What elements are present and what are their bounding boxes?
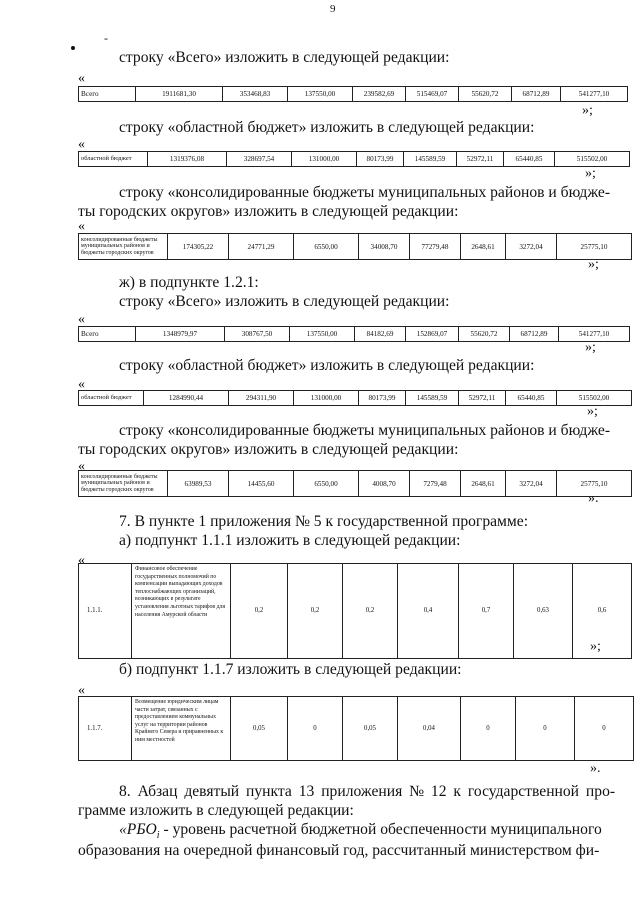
- cell: 25775,10: [557, 471, 632, 497]
- cell: 174305,22: [168, 234, 229, 260]
- cell: консолидированные бюджеты муниципальных районов и бюджеты городских округов: [79, 234, 168, 260]
- cell: 14455,60: [229, 471, 294, 497]
- cell: консолидированные бюджеты муниципальных районов и бюджеты городских округов: [79, 471, 168, 497]
- cell: 541277,10: [561, 87, 628, 102]
- s9-line3-rest: - уровень расчетной бюджетной обеспеченности муниципального: [159, 821, 602, 838]
- cell: 0,6: [573, 564, 632, 659]
- s6-quote-open: «: [78, 459, 85, 474]
- cell: 52972,11: [459, 391, 506, 406]
- cell: 55620,72: [459, 87, 512, 102]
- cell: Всего: [79, 87, 136, 102]
- s7-quote-open: «: [78, 553, 85, 568]
- s8-subhead: б) подпункт 1.1.7 изложить в следующей редакции:: [119, 661, 462, 678]
- s4-heading: строку «Всего» изложить в следующей редакции:: [119, 293, 450, 310]
- s5-quote-open: «: [78, 377, 85, 392]
- cell: 55620,72: [459, 327, 510, 342]
- cell: областной бюджет: [79, 152, 148, 167]
- s2-heading: строку «областной бюджет» изложить в следующей редакции:: [119, 119, 535, 136]
- cell: 65440,85: [506, 391, 557, 406]
- s4-table-row: [79, 327, 630, 342]
- cell: 6550,00: [294, 471, 359, 497]
- cell: 0,7: [459, 564, 514, 659]
- cell: 6550,00: [294, 234, 359, 260]
- cell: 25775,10: [557, 234, 632, 260]
- s2-quote-close: »;: [585, 166, 596, 181]
- cell: Возмещение юридическим лицам части затрат, связанных с предоставлением коммунальных услуг на территории районов Крайнего Севера и приравненных к ним местностей: [132, 697, 231, 761]
- cell: 0,04: [398, 697, 461, 761]
- s8-quote-open: «: [78, 683, 85, 698]
- s7-subhead: а) подпункт 1.1.1 изложить в следующей редакции:: [119, 532, 461, 549]
- cell: 1.1.1.: [79, 564, 132, 659]
- s9-line1: 8. Абзац девятый пункта 13 приложения № 12 к государственной про-: [119, 783, 616, 800]
- cell: 515469,07: [406, 87, 459, 102]
- s3-quote-close: »;: [588, 257, 599, 272]
- cell: 0: [288, 697, 343, 761]
- cell: 0: [461, 697, 516, 761]
- s9-term-subscript: i: [156, 830, 160, 842]
- s9-line4: образования на очередной финансовый год, рассчитанный министерством фи-: [78, 842, 600, 859]
- cell: 1284990,44: [144, 391, 229, 406]
- cell: 3272,04: [506, 471, 557, 497]
- cell: 2648,61: [461, 471, 506, 497]
- s1-table-row: [79, 87, 628, 102]
- s1-table: [78, 86, 628, 102]
- s6-heading-line2: ты городских округов» изложить в следующей редакции:: [78, 441, 459, 458]
- cell: областной бюджет: [79, 391, 144, 406]
- s7-table: [78, 563, 632, 659]
- s4-table: [78, 326, 630, 342]
- s2-table-row: [79, 152, 630, 167]
- s3-table-row: [79, 234, 632, 260]
- cell: 131000,00: [294, 391, 359, 406]
- cell: 328697,54: [227, 152, 292, 167]
- cell: 515502,00: [555, 152, 630, 167]
- s2-quote-open: «: [78, 137, 85, 152]
- s6-heading-line1: строку «консолидированные бюджеты муниципальных районов и бюдже-: [119, 422, 611, 439]
- cell: 4008,70: [359, 471, 410, 497]
- cell: 0: [575, 697, 634, 761]
- s5-quote-close: »;: [587, 404, 598, 419]
- s4-subhead: ж) в подпункте 1.2.1:: [119, 274, 259, 291]
- cell: 0,4: [398, 564, 459, 659]
- cell: 239582,69: [353, 87, 406, 102]
- cell: 80173,99: [357, 152, 404, 167]
- cell: 0,63: [514, 564, 573, 659]
- cell: 65440,85: [504, 152, 555, 167]
- s2-table: [78, 151, 630, 167]
- cell: 68712,89: [512, 87, 561, 102]
- s1-quote-close: »;: [582, 103, 593, 118]
- s6-table: [78, 470, 632, 497]
- cell: 0,2: [288, 564, 343, 659]
- cell: 353468,83: [223, 87, 288, 102]
- s5-heading: строку «областной бюджет» изложить в следующей редакции:: [119, 357, 535, 374]
- s1-quote-open: «: [78, 71, 85, 86]
- cell: 0,05: [343, 697, 398, 761]
- cell: 0,05: [231, 697, 288, 761]
- s9-term: «РБО: [119, 821, 157, 838]
- cell: 131000,00: [292, 152, 357, 167]
- cell: Финансовое обеспечение государственных полномочий по компенсации выпадающих доходов теплоснабжающих организаций, возникающих в результате установления льготных тарифов для населения Амурской области: [132, 564, 231, 659]
- s8-quote-close: ».: [590, 761, 601, 776]
- cell: 63989,53: [168, 471, 229, 497]
- cell: 24771,29: [229, 234, 294, 260]
- cell: 1319376,08: [148, 152, 227, 167]
- s5-table: [78, 390, 632, 406]
- cell: 145589,59: [404, 152, 457, 167]
- cell: 77279,48: [410, 234, 461, 260]
- s8-table-row: [79, 697, 634, 761]
- s7-table-row: [79, 564, 632, 659]
- bullet-mark: [71, 46, 75, 50]
- s6-table-row: [79, 471, 632, 497]
- cell: 84182,69: [355, 327, 406, 342]
- cell: 0,2: [343, 564, 398, 659]
- cell: Всего: [79, 327, 136, 342]
- cell: 137550,00: [290, 327, 355, 342]
- s3-quote-open: «: [78, 219, 85, 234]
- cell: 145589,59: [406, 391, 459, 406]
- s7-quote-close: »;: [590, 639, 601, 654]
- cell: 308767,50: [225, 327, 290, 342]
- s6-quote-close: ».: [588, 491, 599, 506]
- cell: 52972,11: [457, 152, 504, 167]
- cell: 152869,07: [406, 327, 459, 342]
- cell: 294311,90: [229, 391, 294, 406]
- cell: 1.1.7.: [79, 697, 132, 761]
- cell: 541277,10: [559, 327, 630, 342]
- s3-table: [78, 233, 632, 260]
- s9-line2: грамме изложить в следующей редакции:: [78, 802, 354, 819]
- page-number: 9: [330, 3, 336, 15]
- dash-mark: -: [104, 31, 108, 45]
- cell: 3272,04: [506, 234, 557, 260]
- cell: 7279,48: [410, 471, 461, 497]
- s4-quote-close: »;: [585, 340, 596, 355]
- cell: 0: [516, 697, 575, 761]
- s5-table-row: [79, 391, 632, 406]
- s8-table: [78, 696, 634, 761]
- cell: 68712,89: [510, 327, 559, 342]
- s4-quote-open: «: [78, 312, 85, 327]
- cell: 2648,61: [461, 234, 506, 260]
- s7-heading: 7. В пункте 1 приложения № 5 к государственной программе:: [119, 513, 529, 530]
- cell: 0,2: [231, 564, 288, 659]
- cell: 137550,00: [288, 87, 353, 102]
- cell: 1911681,30: [136, 87, 223, 102]
- cell: 80173,99: [359, 391, 406, 406]
- cell: 1348979,97: [136, 327, 225, 342]
- cell: 34008,70: [359, 234, 410, 260]
- s3-heading-line1: строку «консолидированные бюджеты муниципальных районов и бюдже-: [119, 184, 611, 201]
- cell: 515502,00: [557, 391, 632, 406]
- s1-heading: строку «Всего» изложить в следующей редакции:: [119, 49, 450, 66]
- s3-heading-line2: ты городских округов» изложить в следующей редакции:: [78, 203, 459, 220]
